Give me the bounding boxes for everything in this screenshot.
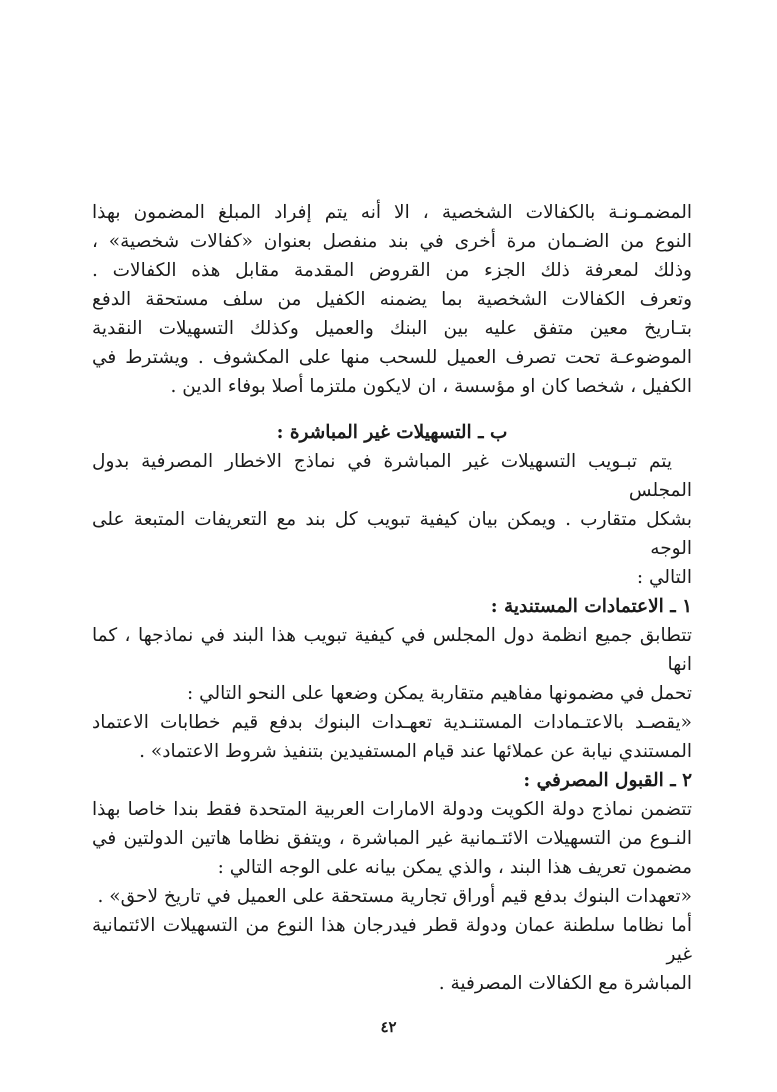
body-line: المباشرة مع الكفالات المصرفية . (438, 973, 692, 994)
body-line: «تعهدات البنوك بدفع قيم أوراق تجارية مستحقة على العميل في تاريخ لاحق» . (97, 886, 692, 907)
numbered-heading-2: ٢ ـ القبول المصرفي : (523, 770, 692, 791)
body-line: بتـاريخ معين متفق عليه بين البنك والعميل وكذلك التسهيلات النقدية (92, 318, 692, 339)
body-line: يتم تبـويب التسهيلات غير المباشرة في نماذج الاخطار المصرفية بدول المجلس (92, 451, 692, 501)
body-line: النوع من الضـمان مرة أخرى في بند منفصل بعنوان «كفالات شخصية» ، (92, 231, 692, 252)
section-heading: ب ـ التسهيلات غير المباشرة : (276, 422, 508, 443)
body-line: التالي : (636, 567, 692, 588)
body-line: الكفيل ، شخصا كان او مؤسسة ، ان لايكون ملتزما أصلا بوفاء الدين . (170, 376, 692, 397)
body-line: «يقصـد بالاعتـمادات المستنـدية تعهـدات البنوك بدفع قيم خطابات الاعتماد (92, 712, 692, 733)
body-line: المستندي نيابة عن عملائها عند قيام المستفيدين بتنفيذ شروط الاعتماد» . (139, 741, 692, 762)
body-line: بشكل متقارب . ويمكن بيان كيفية تبويب كل بند مع التعريفات المتبعة على الوجه (92, 509, 692, 559)
body-line: وذلك لمعرفة ذلك الجزء من القروض المقدمة مقابل هذه الكفالات . (92, 260, 692, 281)
body-line: تحمل في مضمونها مفاهيم متقاربة يمكن وضعها على النحو التالي : (186, 683, 692, 704)
text-block (92, 198, 692, 998)
numbered-heading-1: ١ ـ الاعتمادات المستندية : (490, 596, 692, 617)
body-line: أما نظاما سلطنة عمان ودولة قطر فيدرجان هذا النوع من التسهيلات الائتمانية غير (92, 915, 692, 965)
page-number: ٤٢ (380, 1018, 397, 1036)
body-line: تتطابق جميع انظمة دول المجلس في كيفية تبويب هذا البند في نماذجها ، كما انها (92, 625, 692, 675)
body-line: الموضوعـة تحت تصرف العميل للسحب منها على المكشوف . ويشترط في (92, 347, 692, 368)
body-line: مضمون تعريف هذا البند ، والذي يمكن بيانه على الوجه التالي : (217, 857, 692, 878)
body-line: النـوع من التسهيلات الائتـمانية غير المباشرة ، ويتفق نظاما هاتين الدولتين في (92, 828, 692, 849)
body-line: المضمـونـة بالكفالات الشخصية ، الا أنه يتم إفراد المبلغ المضمون بهذا (92, 202, 692, 223)
body-line: وتعرف الكفالات الشخصية بما يضمنه الكفيل من سلف مستحقة الدفع (92, 289, 692, 310)
body-line: تتضمن نماذج دولة الكويت ودولة الامارات العربية المتحدة فقط بندا خاصا بهذا (92, 799, 692, 820)
